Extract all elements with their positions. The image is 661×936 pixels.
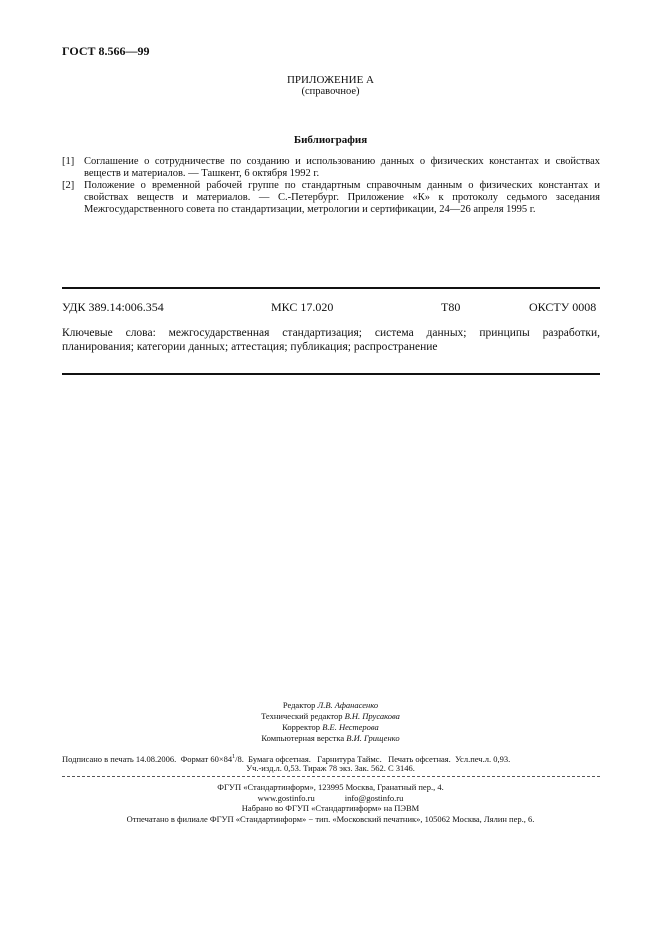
print-details-line-2: Уч.-изд.л. 0,53. Тираж 78 экз. Зак. 562. С 3146.	[246, 763, 415, 773]
tech-editor-name: В.Н. Прусакова	[344, 711, 400, 721]
editor-label: Редактор	[282, 700, 316, 710]
corrector-label: Корректор	[282, 722, 321, 732]
print-sheets: Усл.печ.л. 0,93.	[455, 753, 511, 764]
paper-type: Бумага офсетная.	[248, 753, 311, 764]
bibliography-item	[62, 156, 600, 180]
tech-editor-label: Технический редактор	[261, 711, 343, 721]
okstu-code: ОКСТУ 0008	[529, 300, 597, 314]
divider-top	[62, 287, 600, 289]
document-code: ГОСТ 8.566—99	[62, 44, 150, 58]
bibliography-item-number: [1]	[62, 156, 75, 167]
divider-bottom	[62, 373, 600, 375]
publisher-block	[0, 782, 661, 824]
format-fraction-den: /8.	[235, 753, 244, 764]
dashed-divider	[62, 776, 600, 777]
publisher-address: ФГУП «Стандартинформ», 123995 Москва, Гранатный пер., 4.	[217, 782, 444, 792]
layout-name: В.И. Грищенко	[346, 733, 400, 743]
keywords: Ключевые слова: межгосударственная стандартизация; система данных; принципы разработки, планирования; категории данных; аттестация; публикация; распространение	[62, 327, 600, 353]
signed-date: Подписано в печать 14.08.2006.	[62, 753, 177, 764]
annex-title: ПРИЛОЖЕНИЕ А	[286, 74, 374, 86]
format-prefix: Формат 60×84	[180, 753, 233, 764]
bibliography-item-text: Положение о временной рабочей группе по стандартным справочным данным о физических константах и свойствах веществ и материалов. — С.-Петербург. Приложение «К» к протоколу седьмого заседания Межгосударственного совета по стандартизации, метрологии и сертификации, 24—26 апреля 1995 г.	[84, 180, 600, 215]
editor-name: Л.В. Афанасенко	[317, 700, 379, 710]
publisher-website: www.gostinfo.ru	[257, 792, 315, 803]
annex-subtitle: (справочное)	[301, 86, 360, 97]
printing-type: Печать офсетная.	[388, 753, 451, 764]
bibliography-title: Библиография	[293, 134, 368, 146]
t-code: Т80	[441, 300, 461, 314]
bibliography-item-text: Соглашение о сотрудничестве по созданию и использованию данных о физических константах и свойствах веществ и материалов. — Ташкент, 6 октября 1992 г.	[84, 156, 600, 179]
corrector-name: В.Е. Нестерова	[322, 722, 379, 732]
udk-code: УДК 389.14:006.354	[62, 300, 164, 314]
bibliography-item	[62, 180, 600, 216]
editorial-credits	[0, 700, 661, 744]
layout-label: Компьютерная верстка	[261, 733, 345, 743]
mks-code: МКС 17.020	[271, 300, 334, 314]
typeset-note: Набрано во ФГУП «Стандартинформ» на ПЭВМ	[241, 803, 420, 813]
publisher-email: info@gostinfo.ru	[344, 792, 404, 803]
printed-note: Отпечатано в филиале ФГУП «Стандартинформ» − тип. «Московский печатник», 105062 Москва, Лялин пер., 6.	[126, 813, 535, 824]
bibliography-item-number: [2]	[62, 180, 75, 191]
typeface: Гарнитура Таймс.	[317, 753, 382, 764]
format-fraction-num: 1	[232, 754, 236, 760]
